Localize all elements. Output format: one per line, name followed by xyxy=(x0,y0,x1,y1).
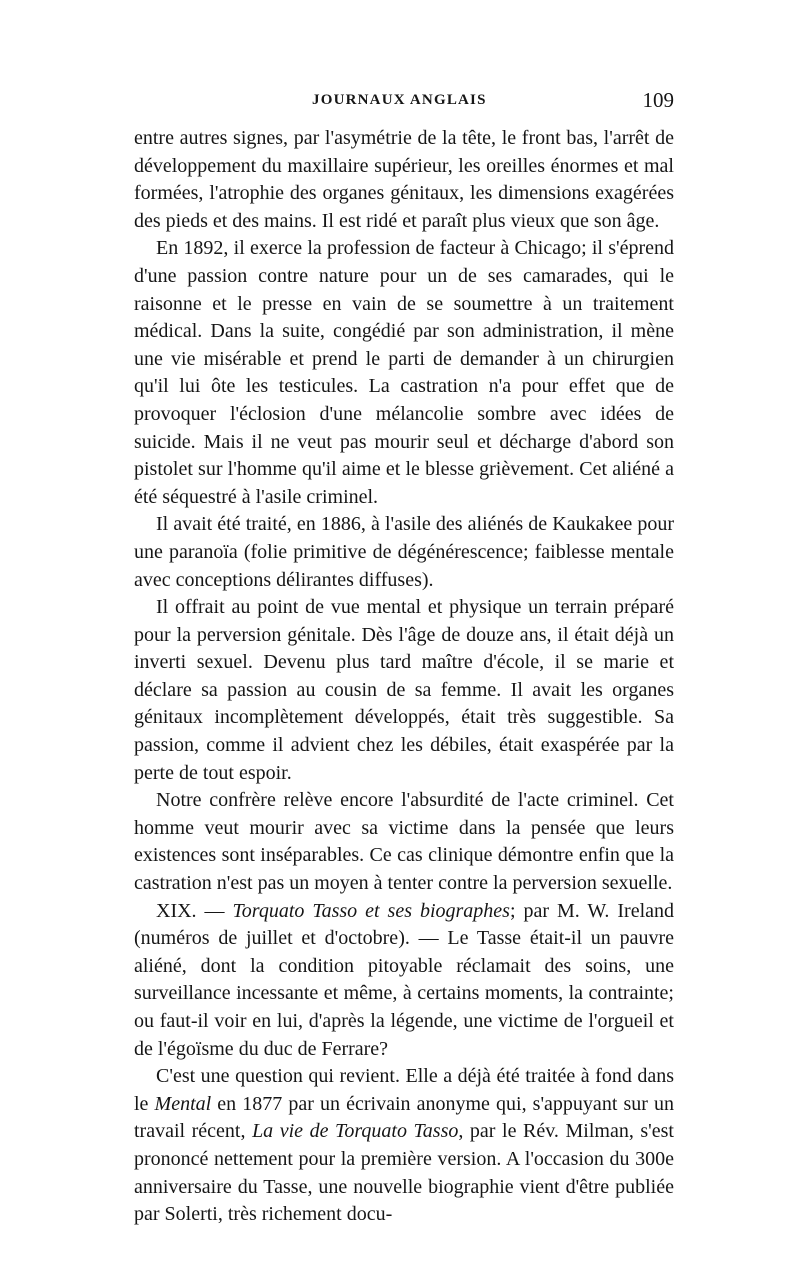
paragraph-3: Il avait été traité, en 1886, à l'asile des aliénés de Kaukakee pour une paranoïa (folie primitive de dégénérescence; faiblesse mentale avec conceptions délirantes diffuses). xyxy=(134,513,674,591)
paragraph-1: entre autres signes, par l'asymétrie de la tête, le front bas, l'arrêt de développement du maxillaire supérieur, les oreilles énormes et mal formées, l'atrophie des organes génitaux, les dimensions exagérées des pieds et des mains. Il est ridé et paraît plus vieux que son âge. xyxy=(134,127,674,232)
paragraph-5: Notre confrère relève encore l'absurdité de l'acte criminel. Cet homme veut mourir avec sa victime dans la pensée que leurs existences sont inséparables. Ce cas clinique démontre enfin que la castration n'est pas un moyen à tenter contre la perversion sexuelle. xyxy=(134,789,674,895)
book-title: La vie de Torquato Tasso xyxy=(252,1120,459,1143)
paragraph-6-text: ; par M. W. Ireland (numéros de juillet et d'octobre). — Le Tasse était-il un pauvre aliéné, dont la condition pitoyable réclamait des soins, une surveillance incessante et même, à certains moments, la contrainte; ou faut-il voir en lui, d'après la légende, une victime de l'orgueil et de l'égoïsme du duc de Ferrare? xyxy=(134,899,675,1060)
paragraph-7 xyxy=(134,1063,674,1229)
paragraph-4: Il offrait au point de vue mental et physique un terrain préparé pour la perversion génitale. Dès l'âge de douze ans, il était déjà un inverti sexuel. Devenu plus tard maître d'école, il se marie et déclare sa passion au cousin de sa femme. Il avait les organes génitaux incomplètement développés, était très suggestible. Sa passion, comme il advient chez les débiles, était exaspérée par la perte de tout espoir. xyxy=(134,596,674,784)
paragraph-7-text-c: , par le Rév. Milman, s'est prononcé nettement pour la première version. A l'occasion du 300e anniversaire du Tasse, une nouvelle biographie vient d'être publiée par Solerti, très richement docu- xyxy=(134,1120,674,1226)
article-title: Torquato Tasso et ses biographes xyxy=(232,899,510,922)
journal-title: Mental xyxy=(154,1092,212,1115)
running-head xyxy=(134,88,674,118)
paragraph-2: En 1892, il exerce la profession de facteur à Chicago; il s'éprend d'une passion contre nature pour un de ses camarades, qui le raisonne et le presse en vain de se soumettre à un traitement médical. Dans la suite, congédié par son administration, il mène une vie misérable et prend le parti de demander à un chirurgien qu'il lui ôte les testicules. La castration n'a pour effet que de provoquer l'éclosion d'une mélancolie sombre avec idées de suicide. Mais il ne veut pas mourir seul et décharge d'abord son pistolet sur l'homme qu'il aime et le blesse grièvement. Cet aliéné a été séquestré à l'asile criminel. xyxy=(134,237,674,508)
paragraph-6 xyxy=(134,898,674,1064)
section-number: XIX. xyxy=(156,899,197,922)
paragraph-7-text-a: C'est une question qui revient. Elle a déjà été traitée à fond dans le xyxy=(134,1065,674,1115)
running-title: JOURNAUX ANGLAIS xyxy=(312,92,487,108)
section-dash: — xyxy=(204,899,225,922)
body-text xyxy=(134,125,674,1229)
page-number: 109 xyxy=(642,88,674,112)
paragraph-7-text-b: en 1877 par un écrivain anonyme qui, s'appuyant sur un travail récent, xyxy=(134,1092,675,1143)
